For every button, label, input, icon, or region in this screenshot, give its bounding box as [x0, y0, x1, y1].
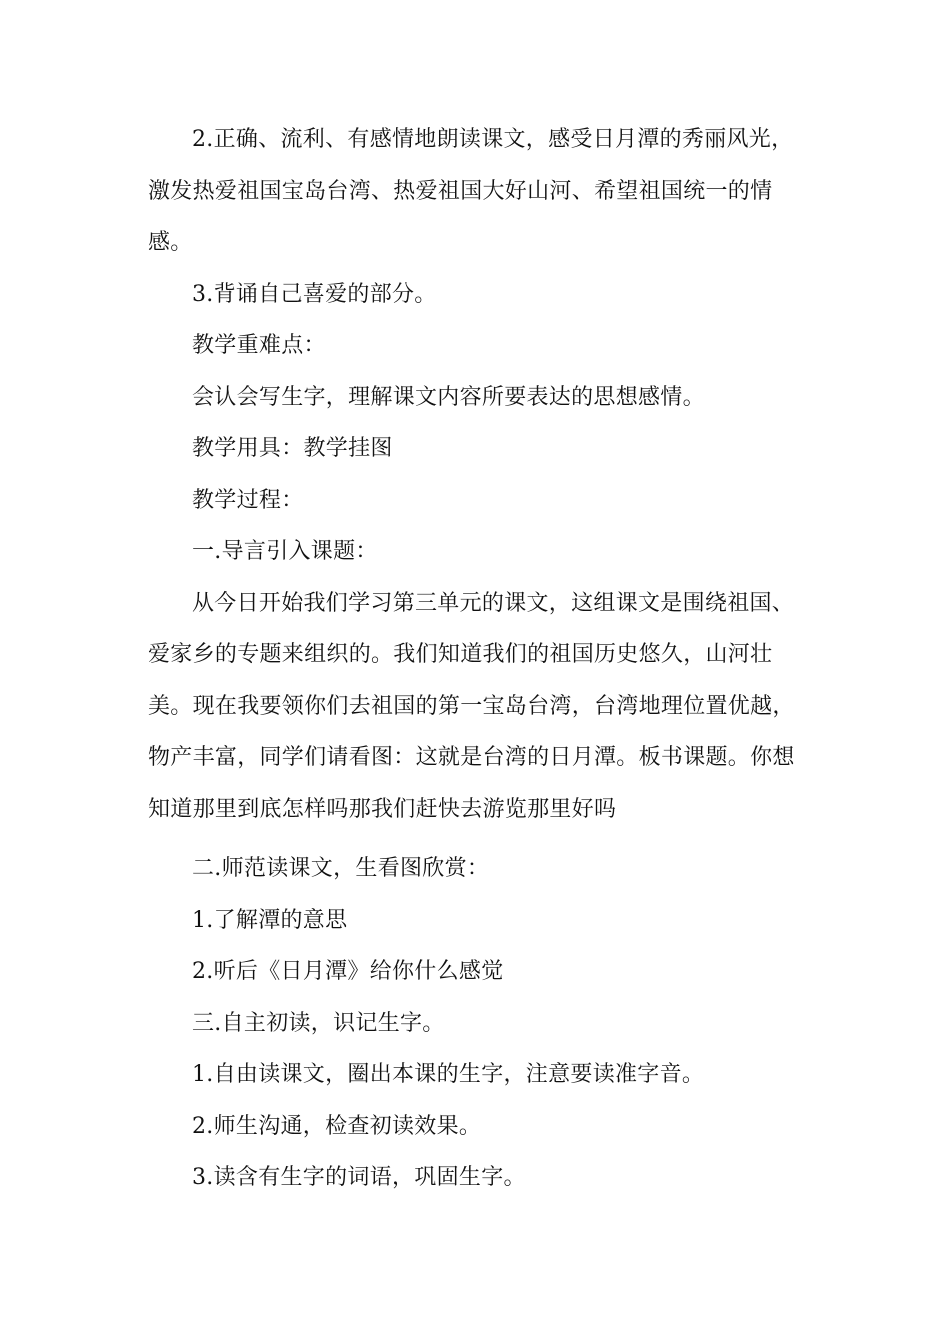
paragraph-objective-2: 2.正确、流利、有感情地朗读课文，感受日月潭的秀丽风光，激发热爱祖国宝岛台湾、热爱祖国大好山河、希望祖国统一的情感。 [148, 127, 794, 255]
heading-section-1: 一.导言引入课题： [192, 539, 378, 564]
list-item-2-2: 2.听后《日月潭》给你什么感觉 [192, 959, 504, 984]
heading-key-difficulties: 教学重难点： [192, 333, 326, 358]
heading-section-3: 三.自主初读，识记生字。 [192, 1010, 445, 1036]
heading-teaching-process: 教学过程： [192, 487, 304, 513]
document-body [148, 114, 798, 1204]
paragraph-teaching-tools: 教学用具：教学挂图 [192, 436, 393, 461]
list-item-2-1: 1.了解潭的意思 [192, 907, 348, 933]
list-item-3-2: 2.师生沟通，检查初读效果。 [192, 1113, 482, 1139]
paragraph-objective-3: 3.背诵自己喜爱的部分。 [192, 281, 437, 307]
list-item-3-3: 3.读含有生字的词语，巩固生字。 [192, 1165, 526, 1190]
heading-section-2: 二.师范读课文，生看图欣赏： [192, 856, 490, 881]
paragraph-spacer [148, 835, 798, 843]
paragraph-introduction: 从今日开始我们学习第三单元的课文，这组课文是围绕祖国、爱家乡的专题来组织的。我们知道我们的祖国历史悠久，山河壮美。现在我要领你们去祖国的第一宝岛台湾，台湾地理位置优越，物产丰富，同学们请看图：这就是台湾的日月潭。板书课题。你想知道那里到底怎样吗那我们赶快去游览那里好吗 [148, 590, 795, 822]
paragraph-key-difficulties: 会认会写生字，理解课文内容所要表达的思想感情。 [192, 384, 705, 410]
list-item-3-1: 1.自由读课文，圈出本课的生字，注意要读准字音。 [192, 1062, 705, 1087]
